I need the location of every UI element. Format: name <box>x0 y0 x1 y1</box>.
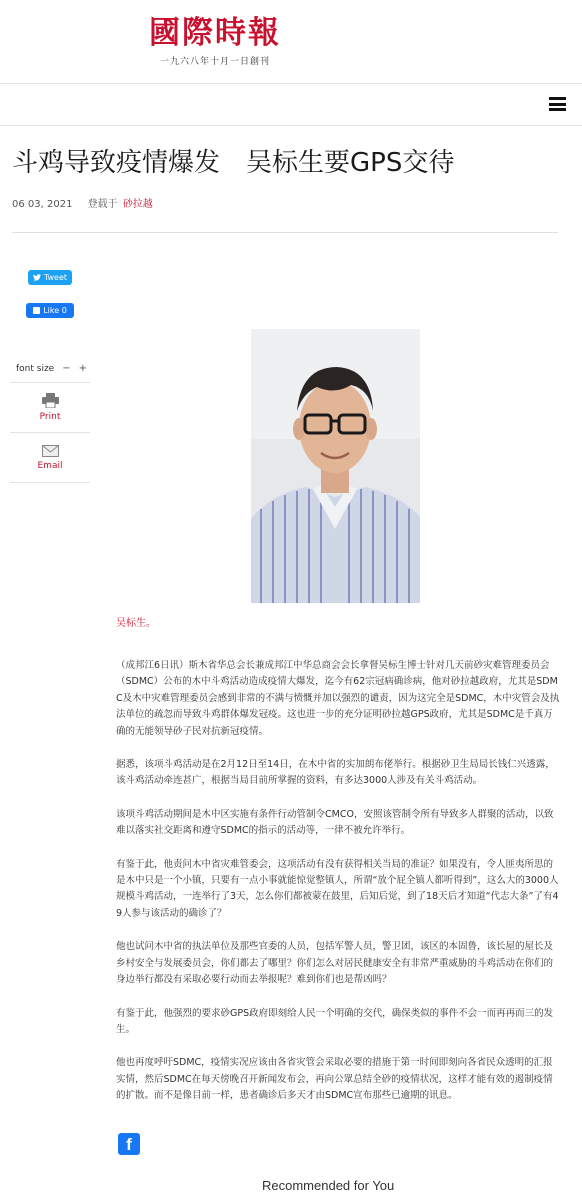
masthead-subtitle: 一九六八年十月一日創刊 <box>159 57 270 67</box>
twitter-bird-icon <box>33 274 41 281</box>
article-body <box>116 658 562 1122</box>
divider <box>12 232 558 233</box>
portrait-image <box>251 329 420 603</box>
article-paragraph: 他也再度呼吁SDMC，疫情实况应该由各省灾管会采取必要的措施于第一时间即刻向各省民众透明的汇报实情，然后SDMC在每天傍晚召开新闻发布会，再向公眾总结全砂的疫情状况，这样才能有效的遏制疫情的扩散。而不是像目前一样，患者确诊后多天才由SDMC宣布那些已逾期的讯息。 <box>116 1057 553 1102</box>
article-photo <box>251 329 420 603</box>
recommended-heading: Recommended for You <box>262 1178 395 1193</box>
font-increase-button[interactable]: + <box>78 363 88 374</box>
font-size-control <box>10 355 90 383</box>
envelope-icon <box>42 445 59 457</box>
printer-icon <box>42 393 59 408</box>
font-size-label: font size <box>16 363 55 374</box>
email-label: Email <box>37 460 63 471</box>
facebook-like-button[interactable] <box>26 303 74 318</box>
article-tools <box>10 355 90 483</box>
category-link[interactable]: 砂拉越 <box>122 199 153 210</box>
menu-icon[interactable] <box>549 97 566 111</box>
article-paragraph: 他也试问木中省的执法单位及那些官委的人员，包括军警人员，警卫团，该区的本固鲁，该长屋的屋长及乡村安全与发展委员会，你们都去了哪里？你们怎么对居民健康安全有非常严重威胁的斗鸡活动在你们的身边举行都没有采取必要行动而去举报呢？难到你们也是帮凶吗？ <box>116 941 554 986</box>
print-button[interactable] <box>10 383 90 433</box>
tweet-label: Tweet <box>43 273 68 282</box>
article-paragraph: 有鉴于此，他强烈的要求砂GPS政府即刻给人民一个明确的交代，确保类似的事件不会一而再再而三的发生。 <box>116 1007 554 1035</box>
article-headline: 斗鸡导致疫情爆发 吴标生要GPS交待 <box>12 148 455 178</box>
site-logo[interactable] <box>125 14 305 67</box>
article-paragraph: （成邦江6日讯）斯木省华总会长兼成邦江中华总商会会长拿督吴标生博士针对几天前砂灾难管理委员会（SDMC）公布的木中斗鸡活动造成疫情大爆发，迄今有62宗冠病确诊病，他对砂拉越政府，尤其是SDMC及木中灾难管理委员会感到非常的不满与愤慨并加以强烈的谴责，因为这完全是SDMC，木中灾管会及执法单位的疏忽而导致斗鸡群体爆发冠疫。这也进一步的充分证明砂拉越GPS政府，尤其是SDMC是千真万确的无能领导砂子民对抗新冠疫情。 <box>116 660 560 737</box>
facebook-share-icon[interactable]: f <box>118 1133 140 1155</box>
email-button[interactable] <box>10 433 90 483</box>
site-header <box>0 0 582 84</box>
tweet-button[interactable] <box>28 270 72 285</box>
thumbs-up-icon <box>33 307 40 314</box>
photo-caption: 吴标生。 <box>116 618 156 629</box>
posted-in-label: 登载于 <box>87 199 118 210</box>
font-decrease-button[interactable]: − <box>62 363 71 374</box>
article-paragraph: 该项斗鸡活动期间是木中区实施有条件行动管制令CMCO，安照该管制令所有导致多人群聚的活动，以致难以落实社交距离和遵守SDMC的指示的活动等，一律不被允许举行。 <box>116 808 554 837</box>
print-label: Print <box>39 412 61 422</box>
masthead-title: 國際時報 <box>149 15 281 51</box>
navigation-bar <box>0 84 582 126</box>
like-label: Like 0 <box>43 306 67 315</box>
article-paragraph: 有鉴于此，他责问木中省灾难管委会，这项活动有没有获得相关当局的准证？如果没有，令人匪夷所思的是木中只是一个小镇，只要有一点小事就能惊觉整镇人，所谓“放个屁全镇人都听得到”，这么大的3000人规模斗鸡活动，一连举行了3天，怎么你们都被蒙在鼓里，后知后觉，到了18天后才知道“代志大条”了有49人参与该活动的确诊了？ <box>116 858 559 919</box>
article-paragraph: 据悉，该项斗鸡活动是在2月12日至14日，在木中省的实加朗布佬举行。根据砂卫生局局长钱仁兴透露，该斗鸡活动牵连甚广，根据当局目前所掌握的资料，有多达3000人涉及有关斗鸡活动。 <box>116 759 555 787</box>
article-meta <box>12 195 153 210</box>
article-date: 06 03, 2021 <box>12 199 73 210</box>
